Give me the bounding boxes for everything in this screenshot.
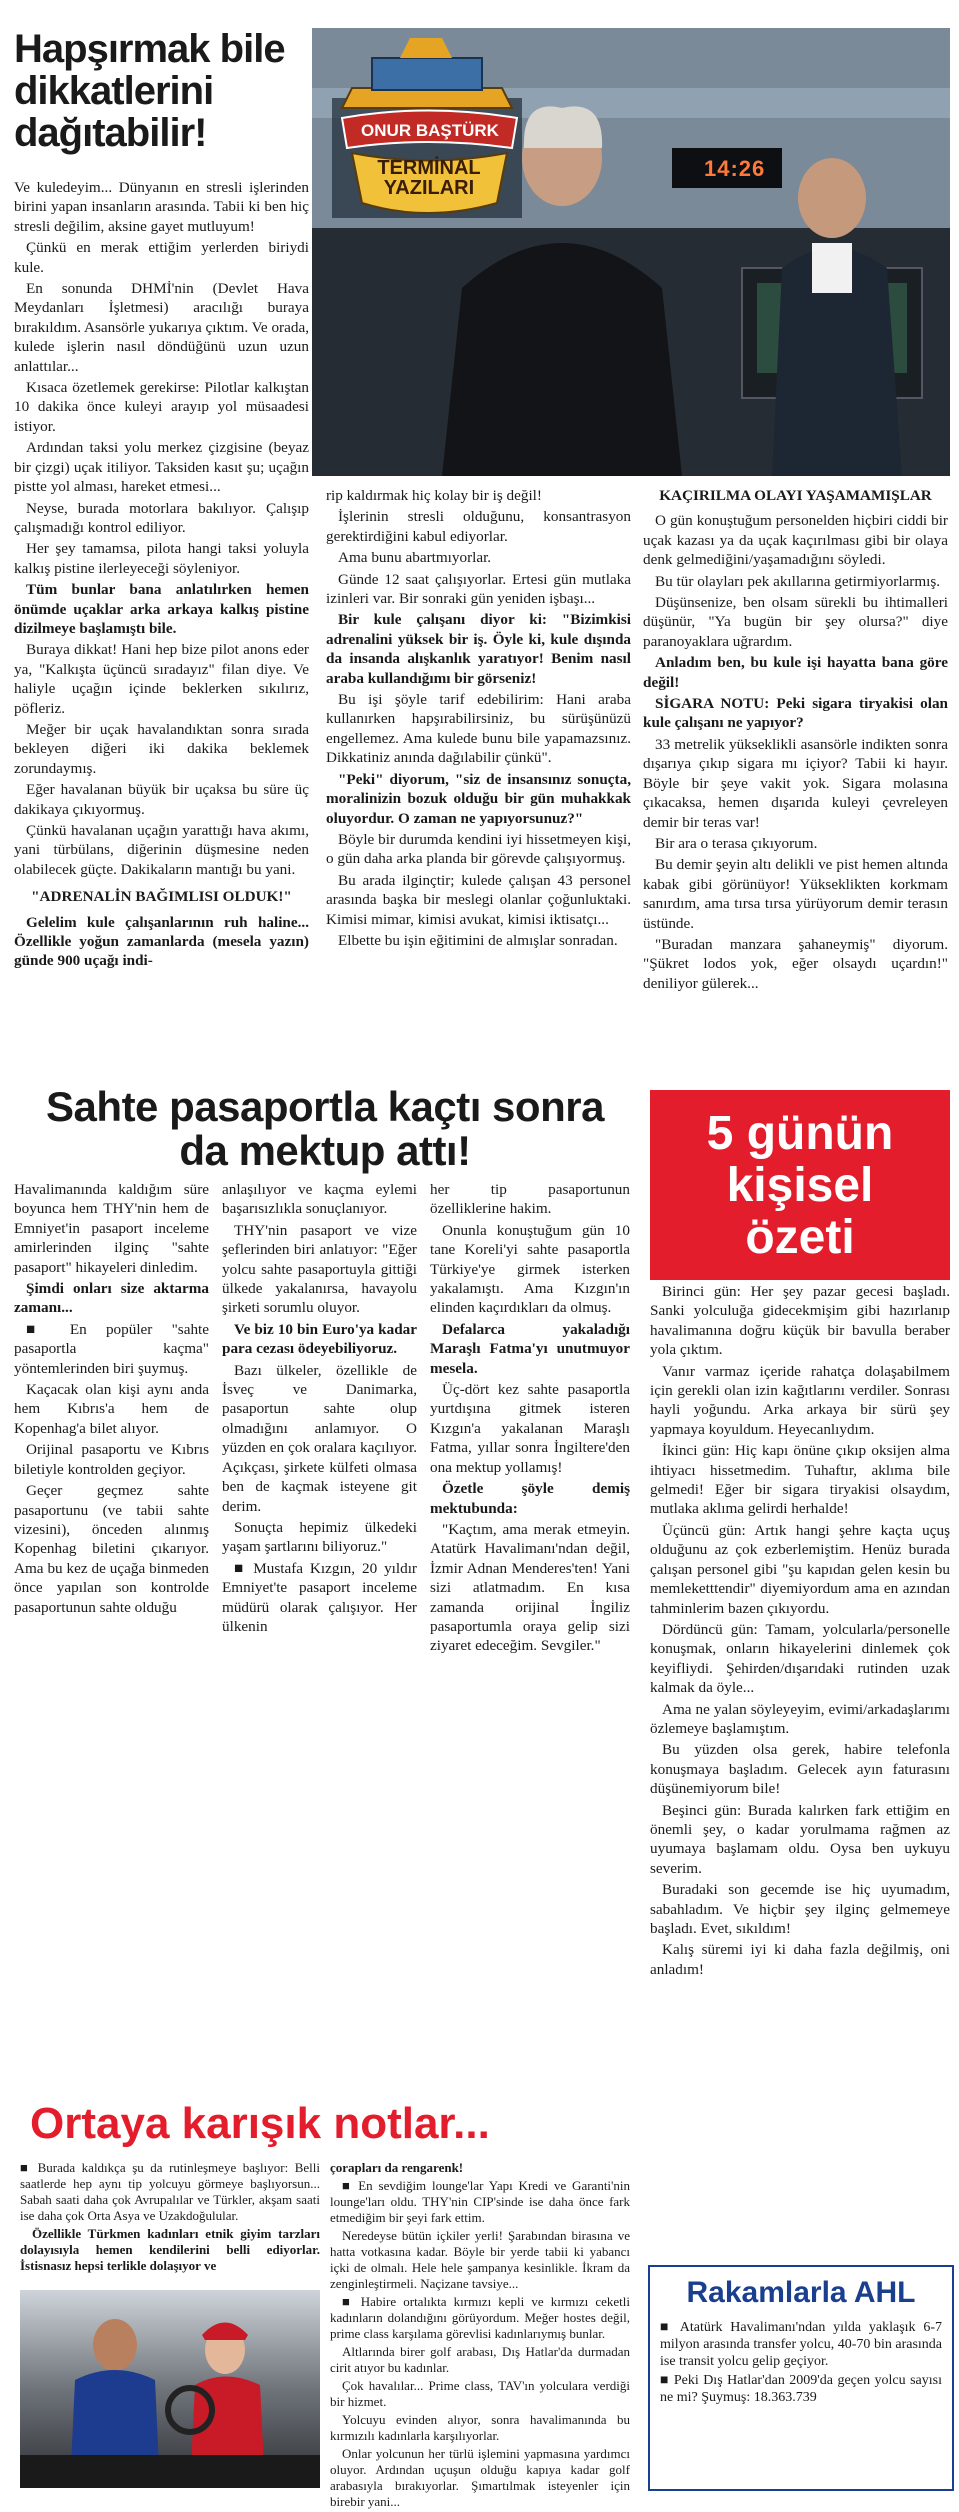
paragraph: Bazı ülkeler, özellikle de İsveç ve Danimarka, pasaportun sahte olup olmadığını anlamıyor. O yüzden en çok oralara kaçılıyor. Açıkçası, şirkete külfeti olmasa ben de kaçmak isteyene git derim. bbox=[222, 1361, 417, 1515]
control-tower-photo bbox=[312, 28, 950, 476]
terminal-logo bbox=[312, 28, 542, 228]
paragraph: Altlarında birer golf arabası, Dış Hatlar'da durmadan cirit atıyor bu kadınlar. bbox=[330, 2344, 630, 2375]
article1-column-1 bbox=[14, 178, 309, 973]
paragraph: Gelelim kule çalışanlarının ruh haline... Özellikle yoğun zamanlarda (mesela yazın) günde 900 uçağı indi- bbox=[14, 913, 309, 970]
paragraph: Birinci gün: Her şey pazar gecesi başladı. Sanki yolculuğa gidecekmişim gibi hazırlanıp havalimanına doğru küçük bir bavulla beraber yola çıktım. bbox=[650, 1283, 950, 1359]
paragraph: ■ En sevdiğim lounge'lar Yapı Kredi ve Garanti'nin lounge'ları oldu. THY'nin CIP'sinde ise daha önce fark etmediğim bir şeyi fark ettim. bbox=[330, 2178, 630, 2225]
golf-cart-scene bbox=[20, 2290, 320, 2488]
paragraph: Her şey tamamsa, pilota hangi taksi yoluyla kalkış pistine ilerleyeceği söyleniyor. bbox=[14, 540, 309, 577]
paragraph: Neyse, burada motorlara bakılıyor. Çalışıp çalışmadığı kontrol ediliyor. bbox=[14, 499, 309, 536]
sidebar-title-box bbox=[650, 1090, 950, 1280]
paragraph: Ama bunu abartmıyorlar. bbox=[338, 549, 492, 567]
paragraph: İkinci gün: Hiç kapı önüne çıkıp oksijen alma ihtiyacı hissetmedim. Tuhaftır, aklıma bile gelmedi! Eğer bir sigara tiryakisi olsaydım, mutlaka aklıma gelirdi herhalde! bbox=[650, 1442, 950, 1518]
article2-headline: Sahte pasaportla kaçtı sonra da mektup attı! bbox=[46, 1083, 604, 1174]
paragraph: "Kaçtım, ama merak etmeyin. Atatürk Havalimanı'ndan değil, İzmir Adnan Menderes'ten! Yani sizi atlatmadım. En kısa zamanda orijinal İngiliz pasaportumla oraya gelip sizi ziyaret edeceğim. Sevgiler." bbox=[430, 1520, 630, 1655]
paragraph: Vanır varmaz içeride rahatça dolaşabilmem için gerekli olan izin kağıtlarını verdiler. Sonrası hayli yoğundu. Arka arkaya bir sürü şey yapmaya koyuldum. Heyecanlıydım. bbox=[650, 1362, 950, 1438]
paragraph: Kalış süremi iyi ki daha fazla değilmiş, oni anladım! bbox=[650, 1941, 950, 1978]
paragraph: SİGARA NOTU: Peki sigara tiryakisi olan kule çalışanı ne yapıyor? bbox=[643, 695, 948, 732]
paragraph: Anladım ben, bu kule işi hayatta bana göre değil! bbox=[643, 654, 948, 691]
paragraph: Neredeyse bütün içkiler yerli! Şarabından birasına ve hatta votkasına kadar. Böyle bir yerde tabii ki yabancı içki de olmalı. Hele hele şampanya kesinlikle. İkram da zenginleştirmeli. Naçizane tavsiye... bbox=[330, 2228, 630, 2291]
paragraph: Havalimanında kaldığım süre boyunca hem THY'nin hem de Emniyet'in pasaport inceleme amirlerinden ilginç "sahte pasaport" hikayeleri dinledim. bbox=[14, 1181, 209, 1276]
paragraph: O gün konuştuğum personelden hiçbiri ciddi bir uçak kazası ya da uçak kaçırılması gibi bir olaya denk gelmediğini/yaşamadığını söyledi. bbox=[643, 512, 948, 569]
paragraph: Bu işi şöyle tarif edebilirim: Hani araba kullanırken hapşırabilirsiniz, bu sürüşünüzü engellemez. Ama kulede bunu bile yapamazsınız. Dikkatiniz anında dağılabilir çünkü". bbox=[326, 691, 631, 767]
logo-author-name: ONUR BAŞTÜRK bbox=[361, 121, 499, 140]
paragraph: Beşinci gün: Burada kalırken fark ettiğim en önemli şey, o kadar yorulmama rağmen az uyumaya başlamam oldu. Oysa ben uykuyu severim. bbox=[650, 1801, 950, 1877]
article2-headline-block bbox=[20, 1085, 630, 1173]
paragraph: Düşünsenize, ben olsam sürekli bu ihtimalleri düşünür, "Ya bugün bir şey olursa?" diye paranoyaklara uğrardım. bbox=[643, 594, 948, 650]
paragraph: Kısaca özetlemek gerekirse: Pilotlar kalkıştan 10 dakika önce kuleyi arayıp yol müsaadesi istiyor. bbox=[14, 379, 309, 435]
paragraph: Ama ne yalan söyleyeyim, evimi/arkadaşlarımı özlemeye başlamıştım. bbox=[650, 1700, 950, 1737]
logo-series-title: TERMİNAL YAZILARI bbox=[377, 157, 481, 199]
clock-readout: 14:26 bbox=[704, 156, 766, 181]
paragraph: Bu demir şeyin altı delikli ve pist hemen altında kabak gibi görünüyor! Yükseklikten korkmam sanırdım, ama tırsa tırsa yürüyorum demir terasın üstünde. bbox=[643, 856, 948, 932]
paragraph: ■ Habire ortalıkta kırmızı kepli ve kırmızı ceketli kadınların dolandığını görüyordum. Meğer hostes değil, prime class karşılama görevlisi kadınlarıymış bunlar. bbox=[330, 2294, 630, 2341]
section-subhead: KAÇIRILMA OLAYI YAŞAMAMIŞLAR bbox=[659, 487, 932, 504]
article2-column-1 bbox=[14, 1180, 209, 1619]
paragraph: Bir ara o terasa çıkıyorum. bbox=[655, 834, 818, 852]
sidebar-title: 5 günün kişisel özeti bbox=[706, 1107, 894, 1264]
paragraph: 33 metrelik yükseklikli asansörle indikten sonra dışarıya çıkıp sigara mı içiyor? Tabii ki hayır. Böyle bir şeye vakit yok. Sigara molasına çıkacaksa, hemen dışarıda kuleyi çevreleyen demir bir teras var! bbox=[643, 735, 948, 831]
paragraph: her tip pasaportunun özelliklerine hakim. bbox=[430, 1181, 630, 1218]
paragraph: Bu tür olayları pek akıllarına getirmiyorlarmış. bbox=[655, 572, 941, 590]
paragraph: Sonuçta hepimiz ülkedeki yaşam şartlarını biliyoruz." bbox=[222, 1518, 417, 1556]
article1-headline: Hapşırmak bile dikkatlerini dağıtabilir! bbox=[14, 27, 285, 155]
section-subhead: "ADRENALİN BAĞIMLISI OLDUK!" bbox=[31, 888, 292, 906]
golf-cart-photo bbox=[20, 2290, 320, 2488]
paragraph: Ardından taksi yolu merkez çizgisine (beyaz bir çizgi) uçak itiliyor. Taksiden kasıt şu; uçağın pistte yol alması, hareket etmesi... bbox=[14, 439, 309, 496]
sidebar-content bbox=[650, 1282, 950, 2282]
paragraph: Onlar yolcunun her türlü işlemini yapmasına yardımcı oluyor. Ardından uçuşun olduğu kapıya kadar golf arabasıyla bırakıyorlar. Şımartılmak isteyenler için birebir yani... bbox=[330, 2446, 630, 2509]
paragraph: Ve kuledeyim... Dünyanın en stresli işlerinden birini yapan insanların arasında. Tabii ki ben hiç stresli değilim, aksine gayet mutluyum! bbox=[14, 179, 309, 235]
paragraph: Üçüncü gün: Artık hangi şehre kaçta uçuş olduğunu az çok ezberlemiştim. Henüz burada çalışan personel gibi "şu kapıdan gelen kesin bu memleketttendir" diyemiyordum ama en azından tahminlerim bazen çıkıyordu. bbox=[650, 1521, 950, 1617]
paragraph: Özellikle Türkmen kadınları etnik giyim tarzları dolayısıyla hemen kendilerini belli ediyorlar. İstisnasız hepsi terlikle dolaşıyor ve bbox=[20, 2226, 320, 2273]
paragraph: "Peki" diyorum, "siz de insansınız sonuçta, moralinizin bozuk olduğu bir gün muhakkak oluyordur. O zaman ne yapıyorsunuz?" bbox=[326, 770, 631, 827]
paragraph: Günde 12 saat çalışıyorlar. Ertesi gün mutlaka izinleri var. Bir sonraki gün yeniden işbaşı... bbox=[326, 570, 631, 608]
paragraph: İşlerinin stresli olduğunu, konsantrasyon gerektirdiğini kabul ediyorlar. bbox=[326, 508, 631, 545]
paragraph: anlaşılıyor ve kaçma eylemi başarısızlıkla sonuçlanıyor. bbox=[222, 1181, 417, 1218]
paragraph: Dördüncü gün: Tamam, yolcularla/personelle konuşmak, onların hikayelerini dinlemek çok keyifliydi. Şehirden/dışarıdaki rutinden uzak kalmak da öyle... bbox=[650, 1620, 950, 1697]
paragraph: Yolcuyu evinden alıyor, sonra havalimanında bu kırmızılı kadınlarla karşılıyorlar. bbox=[330, 2412, 630, 2443]
stats-box bbox=[648, 2265, 954, 2491]
paragraph: Elbette bu işin eğitimini de almışlar sonradan. bbox=[338, 931, 618, 949]
article3-headline: Ortaya karışık notlar... bbox=[30, 2099, 490, 2148]
paragraph: ■ En popüler "sahte pasaportla kaçma" yöntemlerinden biri şuymuş. bbox=[14, 1320, 209, 1377]
article3-column-1 bbox=[20, 2160, 320, 2276]
stats-title: Rakamlarla AHL bbox=[686, 2276, 916, 2309]
paragraph: Şimdi onları size aktarma zamanı... bbox=[14, 1280, 209, 1317]
paragraph: Çünkü havalanan uçağın yarattığı hava akımı, yani türbülans, diğerinin düşmesine neden olabilecek güçte. Dakikaların mantığı bu yani. bbox=[14, 822, 309, 878]
paragraph: Buraya dikkat! Hani hep bize pilot anons eder ya, "Kalkışta üçüncü sıradayız" filan diye. Ve haliyle uçağın içinde beklerken sıkılırız, pöfleriz. bbox=[14, 641, 309, 717]
paragraph: Buradaki son gecemde ise hiç uyumadım, sabahladım. Ve hiçbir şey ilginç gelmemeye başladı. Evet, sıkıldım! bbox=[650, 1881, 950, 1937]
stat-item: ■ Peki Dış Hatlar'dan 2009'da geçen yolcu sayısı ne mi? Şuymuş: 18.363.739 bbox=[660, 2373, 942, 2405]
paragraph: ■ Burada kaldıkça şu da rutinleşmeye başlıyor: Belli saatlerde hep aynı tip yolcuyu görmeye başlıyorsun... Sabah saati daha çok Avrupalılar ve Türkler, akşam saati ise daha çok Orta Asya ve Uzakdoğulular. bbox=[20, 2160, 320, 2223]
paragraph: ■ Mustafa Kızgın, 20 yıldır Emniyet'te pasaport inceleme müdürü olarak çalışıyor. Her ülkenin bbox=[222, 1559, 417, 1635]
paragraph: Üç-dört kez sahte pasaportla yurtdışına gitmek isteren Kızgın'a yakalanan Maraşlı Fatma, yıllar sonra İngiltere'den ona mektup yollamış! bbox=[430, 1381, 630, 1476]
paragraph: Eğer havalanan büyük bir uçaksa bu süre üç dakikaya çıkıyormuş. bbox=[14, 781, 309, 818]
article2-column-3 bbox=[430, 1180, 630, 1658]
paragraph: THY'nin pasaport ve vize şeflerinden biri anlatıyor: "Eğer yolcu sahte pasaportuyla gittiği ülkede yakalanırsa, havayolu şirketi sorumlu oluyor. bbox=[222, 1221, 417, 1317]
stat-item: ■ Atatürk Havalimanı'ndan yılda yaklaşık 6-7 milyon arasında transfer yolcu, 40-70 bin arasında ise transit yolcu gelip geçiyor. bbox=[660, 2320, 942, 2369]
stats-items bbox=[660, 2319, 942, 2408]
article1-column-3 bbox=[643, 486, 948, 995]
paragraph: Geçer geçmez sahte pasaportunu (ve tabii sahte vizesini), önceden alınmış Kopenhag biletini çıkarıyor. Ama bu kez de uçağa binmeden önce yapılan son kontrolde pasaportunun sahte olduğu bbox=[14, 1482, 209, 1616]
paragraph: Bir kule çalışanı diyor ki: "Bizimkisi adrenalini yüksek bir iş. Öyle ki, kule dışında da insanda alışkanlık yaratıyor! Benim nasıl araba kullandığımı bir görseniz! bbox=[326, 611, 631, 687]
paragraph: En sonunda DHMİ'nin (Devlet Hava Meydanları İşletmesi) aracılığı buraya bırakıldım. Asansörle yukarıya çıktım. Ve orada, kulede işlerin nasıl döndüğünü uzun uzun anlattılar... bbox=[14, 280, 309, 375]
article1-column-2 bbox=[326, 486, 631, 952]
paragraph: Böyle bir durumda kendini iyi hissetmeyen kişi, o gün daha arka planda bir görevde çalışıyormuş. bbox=[326, 830, 631, 868]
paragraph: Meğer bir uçak havalandıktan sonra sırada bekleyen diğeri iki dakika beklemek zorundaymış. bbox=[14, 720, 309, 777]
paragraph: Çünkü en merak ettiğim yerlerden biriydi kule. bbox=[14, 239, 309, 276]
paragraph: çorapları da rengarenk! bbox=[330, 2160, 464, 2175]
paragraph: Defalarca yakaladığı Maraşlı Fatma'yı unutmuyor mesela. bbox=[430, 1320, 630, 1377]
article2-column-2 bbox=[222, 1180, 417, 1638]
paragraph: "Buradan manzara şahaneymiş" diyorum. "Şükret lodos yok, eğer olsaydı uçardın!" deniliyor gülerek... bbox=[643, 935, 948, 992]
paragraph: Özetle şöyle demiş mektubunda: bbox=[430, 1480, 630, 1517]
paragraph: Bu arada ilginçtir; kulede çalışan 43 personel arasında başka bir meslegi olanlar çoğunluktaki. Kimisi mimar, kimisi avukat, kimisi iktisatçı... bbox=[326, 871, 631, 928]
paragraph: Ve biz 10 bin Euro'ya kadar para cezası ödeyebiliyoruz. bbox=[222, 1320, 417, 1358]
paragraph: Onunla konuştuğum gün 10 tane Koreli'yi sahte pasaportla Türkiye'ye girmek isterken yakalamıştı. Ama Kızgın'ın elinden kaçırdıkları da olmuş. bbox=[430, 1221, 630, 1317]
article3-column-2 bbox=[330, 2160, 630, 2512]
paragraph: Tüm bunlar bana anlatılırken hemen önümde uçaklar arka arkaya kalkış pistine dizilmeye başlamıştı bile. bbox=[14, 581, 309, 637]
paragraph: Bu yüzden olsa gerek, habire telefonla konuşmaya başladım. Gelecek ayın faturasını düşünemiyorum bile! bbox=[650, 1741, 950, 1798]
paragraph: Orijinal pasaportu ve Kıbrıs biletiyle kontrolden geçiyor. bbox=[14, 1441, 209, 1478]
paragraph: rip kaldırmak hiç kolay bir iş değil! bbox=[326, 487, 542, 504]
paragraph: Çok havalılar... Prime class, TAV'ın yolculara verdiği bir hizmet. bbox=[330, 2378, 630, 2409]
paragraph: Kaçacak olan kişi aynı anda hem Kıbrıs'a hem de Kopenhag'a bilet alıyor. bbox=[14, 1381, 209, 1437]
